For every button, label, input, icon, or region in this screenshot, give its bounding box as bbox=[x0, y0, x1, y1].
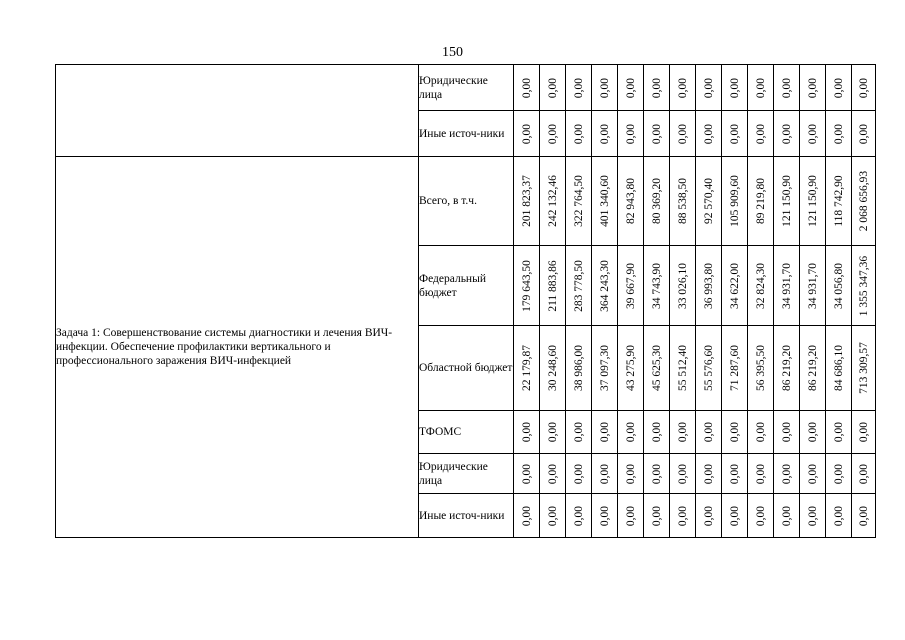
value-cell bbox=[774, 326, 800, 411]
value-cell bbox=[592, 454, 618, 494]
value-cell bbox=[514, 246, 540, 326]
value-text: 0,00 bbox=[546, 463, 559, 484]
value-cell bbox=[748, 157, 774, 246]
value-cell bbox=[670, 411, 696, 454]
funding-source-cell: Юридические лица bbox=[419, 65, 514, 111]
funding-source-cell: Иные источ-ники bbox=[419, 494, 514, 538]
value-cell bbox=[644, 65, 670, 111]
value-text: 38 986,00 bbox=[572, 345, 585, 391]
value-cell bbox=[774, 65, 800, 111]
value-text: 0,00 bbox=[572, 463, 585, 484]
value-text: 0,00 bbox=[857, 77, 870, 98]
value-cell bbox=[852, 65, 876, 111]
value-text: 34 743,90 bbox=[650, 262, 663, 309]
funding-source-cell: Всего, в т.ч. bbox=[419, 157, 514, 246]
value-text: 84 686,10 bbox=[832, 345, 845, 391]
value-text: 0,00 bbox=[702, 421, 715, 443]
value-text: 0,00 bbox=[624, 421, 637, 443]
value-cell bbox=[592, 326, 618, 411]
value-text: 0,00 bbox=[806, 421, 819, 443]
funding-source-cell: Иные источ-ники bbox=[419, 111, 514, 157]
value-text: 0,00 bbox=[572, 505, 585, 526]
value-text: 322 764,50 bbox=[572, 175, 585, 227]
value-cell bbox=[748, 65, 774, 111]
value-text: 0,00 bbox=[650, 463, 663, 484]
value-text: 0,00 bbox=[754, 77, 767, 98]
value-cell bbox=[774, 246, 800, 326]
value-cell bbox=[800, 65, 826, 111]
table-row bbox=[56, 157, 876, 246]
value-cell bbox=[592, 157, 618, 246]
table-row bbox=[56, 65, 876, 111]
value-text: 0,00 bbox=[520, 463, 533, 484]
value-text: 0,00 bbox=[546, 421, 559, 443]
value-text: 121 150,90 bbox=[806, 175, 819, 227]
value-text: 0,00 bbox=[832, 505, 845, 526]
value-cell bbox=[722, 494, 748, 538]
value-cell bbox=[826, 246, 852, 326]
value-text: 0,00 bbox=[650, 505, 663, 526]
value-cell bbox=[514, 65, 540, 111]
value-text: 105 909,60 bbox=[728, 175, 741, 227]
value-text: 0,00 bbox=[572, 77, 585, 98]
value-cell bbox=[852, 326, 876, 411]
value-cell bbox=[826, 157, 852, 246]
value-text: 0,00 bbox=[520, 505, 533, 526]
value-text: 0,00 bbox=[728, 421, 741, 443]
value-text: 0,00 bbox=[728, 123, 741, 144]
value-cell bbox=[722, 157, 748, 246]
value-cell bbox=[566, 65, 592, 111]
value-cell bbox=[670, 326, 696, 411]
value-cell bbox=[592, 246, 618, 326]
value-cell bbox=[852, 111, 876, 157]
value-cell bbox=[696, 326, 722, 411]
value-cell bbox=[514, 157, 540, 246]
value-cell bbox=[618, 494, 644, 538]
value-cell bbox=[618, 157, 644, 246]
value-text: 0,00 bbox=[832, 123, 845, 144]
value-cell bbox=[644, 111, 670, 157]
value-cell bbox=[566, 111, 592, 157]
value-text: 0,00 bbox=[780, 463, 793, 484]
value-cell bbox=[722, 326, 748, 411]
value-cell bbox=[774, 111, 800, 157]
value-cell bbox=[696, 246, 722, 326]
value-cell bbox=[618, 111, 644, 157]
value-text: 364 243,30 bbox=[598, 259, 611, 312]
value-cell bbox=[826, 111, 852, 157]
value-text: 0,00 bbox=[857, 505, 870, 526]
value-cell bbox=[540, 326, 566, 411]
value-cell bbox=[722, 246, 748, 326]
value-cell bbox=[852, 454, 876, 494]
value-text: 0,00 bbox=[520, 77, 533, 98]
value-text: 34 056,80 bbox=[832, 262, 845, 309]
funding-source-cell: Областной бюджет bbox=[419, 326, 514, 411]
value-text: 0,00 bbox=[624, 505, 637, 526]
value-cell bbox=[748, 411, 774, 454]
value-text: 34 931,70 bbox=[780, 262, 793, 309]
value-text: 86 219,20 bbox=[806, 345, 819, 391]
value-cell bbox=[748, 246, 774, 326]
value-text: 33 026,10 bbox=[676, 262, 689, 309]
value-cell bbox=[514, 326, 540, 411]
value-text: 0,00 bbox=[754, 505, 767, 526]
value-text: 0,00 bbox=[624, 123, 637, 144]
task-description-cell: Задача 1: Совершенствование системы диагностики и лечения ВИЧ-инфекции. Обеспечение профилактики вертикального и профессионального заражения ВИЧ-инфекцией bbox=[56, 157, 419, 538]
value-cell bbox=[540, 111, 566, 157]
task-description-cell bbox=[56, 65, 419, 157]
value-text: 0,00 bbox=[624, 463, 637, 484]
value-text: 0,00 bbox=[702, 123, 715, 144]
value-text: 0,00 bbox=[857, 463, 870, 484]
value-cell bbox=[566, 157, 592, 246]
value-cell bbox=[618, 65, 644, 111]
value-cell bbox=[748, 494, 774, 538]
funding-source-cell: Федеральный бюджет bbox=[419, 246, 514, 326]
value-text: 0,00 bbox=[572, 421, 585, 443]
value-text: 0,00 bbox=[832, 463, 845, 484]
value-text: 0,00 bbox=[702, 505, 715, 526]
value-text: 0,00 bbox=[780, 123, 793, 144]
value-text: 2 068 656,93 bbox=[857, 170, 870, 232]
value-text: 0,00 bbox=[676, 505, 689, 526]
value-text: 0,00 bbox=[857, 123, 870, 144]
value-text: 86 219,20 bbox=[780, 345, 793, 391]
value-text: 0,00 bbox=[702, 77, 715, 98]
value-text: 30 248,60 bbox=[546, 345, 559, 391]
value-cell bbox=[514, 454, 540, 494]
value-cell bbox=[644, 411, 670, 454]
value-text: 121 150,90 bbox=[780, 175, 793, 227]
value-text: 0,00 bbox=[754, 421, 767, 443]
value-cell bbox=[514, 111, 540, 157]
value-cell bbox=[644, 157, 670, 246]
value-text: 55 576,60 bbox=[702, 345, 715, 391]
value-cell bbox=[800, 454, 826, 494]
value-text: 0,00 bbox=[728, 77, 741, 98]
value-text: 0,00 bbox=[780, 421, 793, 443]
value-cell bbox=[800, 326, 826, 411]
value-text: 0,00 bbox=[546, 77, 559, 98]
value-cell bbox=[696, 157, 722, 246]
value-text: 56 395,50 bbox=[754, 345, 767, 391]
value-text: 80 369,20 bbox=[650, 178, 663, 224]
value-text: 0,00 bbox=[780, 505, 793, 526]
value-cell bbox=[670, 157, 696, 246]
value-cell bbox=[592, 65, 618, 111]
value-text: 89 219,80 bbox=[754, 178, 767, 224]
value-cell bbox=[722, 65, 748, 111]
value-cell bbox=[774, 411, 800, 454]
value-cell bbox=[618, 411, 644, 454]
value-text: 0,00 bbox=[806, 123, 819, 144]
value-cell bbox=[696, 494, 722, 538]
value-text: 0,00 bbox=[546, 123, 559, 144]
value-cell bbox=[566, 454, 592, 494]
page-number: 150 bbox=[442, 45, 463, 60]
value-cell bbox=[696, 454, 722, 494]
funding-source-cell: Юридические лица bbox=[419, 454, 514, 494]
value-text: 713 309,57 bbox=[857, 342, 870, 394]
value-cell bbox=[800, 157, 826, 246]
value-cell bbox=[540, 494, 566, 538]
value-cell bbox=[748, 326, 774, 411]
value-cell bbox=[748, 454, 774, 494]
value-cell bbox=[774, 454, 800, 494]
value-text: 0,00 bbox=[676, 123, 689, 144]
value-cell bbox=[852, 157, 876, 246]
value-text: 0,00 bbox=[806, 77, 819, 98]
value-cell bbox=[800, 246, 826, 326]
value-text: 39 667,90 bbox=[624, 262, 637, 309]
value-text: 34 931,70 bbox=[806, 262, 819, 309]
value-cell bbox=[566, 326, 592, 411]
value-cell bbox=[566, 494, 592, 538]
value-cell bbox=[722, 411, 748, 454]
value-cell bbox=[540, 246, 566, 326]
value-text: 0,00 bbox=[650, 123, 663, 144]
value-cell bbox=[774, 494, 800, 538]
value-text: 1 355 347,36 bbox=[857, 255, 870, 316]
value-cell bbox=[540, 454, 566, 494]
value-text: 0,00 bbox=[754, 463, 767, 484]
value-cell bbox=[722, 111, 748, 157]
value-cell bbox=[592, 111, 618, 157]
value-cell bbox=[826, 65, 852, 111]
value-cell bbox=[514, 494, 540, 538]
value-cell bbox=[566, 411, 592, 454]
value-cell bbox=[566, 246, 592, 326]
value-text: 0,00 bbox=[598, 421, 611, 443]
value-text: 0,00 bbox=[598, 463, 611, 484]
value-cell bbox=[592, 494, 618, 538]
value-cell bbox=[826, 454, 852, 494]
value-cell bbox=[774, 157, 800, 246]
value-cell bbox=[644, 454, 670, 494]
value-cell bbox=[618, 246, 644, 326]
value-text: 0,00 bbox=[832, 77, 845, 98]
value-text: 0,00 bbox=[780, 77, 793, 98]
value-text: 0,00 bbox=[598, 77, 611, 98]
value-cell bbox=[618, 454, 644, 494]
value-cell bbox=[852, 246, 876, 326]
value-cell bbox=[696, 411, 722, 454]
value-text: 0,00 bbox=[624, 77, 637, 98]
value-cell bbox=[826, 411, 852, 454]
value-cell bbox=[826, 494, 852, 538]
value-text: 0,00 bbox=[598, 123, 611, 144]
value-cell bbox=[644, 494, 670, 538]
value-cell bbox=[592, 411, 618, 454]
value-text: 88 538,50 bbox=[676, 178, 689, 224]
value-text: 0,00 bbox=[650, 421, 663, 443]
value-text: 82 943,80 bbox=[624, 178, 637, 224]
value-text: 211 883,86 bbox=[546, 259, 559, 312]
value-text: 43 275,90 bbox=[624, 345, 637, 391]
value-text: 36 993,80 bbox=[702, 262, 715, 309]
value-cell bbox=[696, 65, 722, 111]
value-cell bbox=[644, 326, 670, 411]
value-cell bbox=[748, 111, 774, 157]
value-text: 34 622,00 bbox=[728, 262, 741, 309]
value-text: 0,00 bbox=[572, 123, 585, 144]
value-cell bbox=[618, 326, 644, 411]
value-text: 0,00 bbox=[702, 463, 715, 484]
value-cell bbox=[800, 494, 826, 538]
value-cell bbox=[670, 111, 696, 157]
value-cell bbox=[722, 454, 748, 494]
value-text: 201 823,37 bbox=[520, 175, 533, 227]
value-text: 179 643,50 bbox=[520, 259, 533, 312]
value-cell bbox=[826, 326, 852, 411]
value-cell bbox=[852, 494, 876, 538]
value-text: 0,00 bbox=[676, 77, 689, 98]
value-text: 0,00 bbox=[832, 421, 845, 443]
value-text: 92 570,40 bbox=[702, 178, 715, 224]
value-text: 242 132,46 bbox=[546, 175, 559, 227]
value-cell bbox=[514, 411, 540, 454]
value-text: 0,00 bbox=[676, 421, 689, 443]
value-text: 0,00 bbox=[857, 421, 870, 443]
funding-source-cell: ТФОМС bbox=[419, 411, 514, 454]
value-cell bbox=[800, 411, 826, 454]
value-text: 118 742,90 bbox=[832, 175, 845, 227]
value-text: 32 824,30 bbox=[754, 262, 767, 309]
value-text: 0,00 bbox=[728, 505, 741, 526]
value-cell bbox=[670, 454, 696, 494]
value-text: 0,00 bbox=[598, 505, 611, 526]
value-cell bbox=[644, 246, 670, 326]
budget-table bbox=[55, 64, 876, 538]
value-text: 401 340,60 bbox=[598, 175, 611, 227]
value-cell bbox=[670, 65, 696, 111]
value-text: 22 179,87 bbox=[520, 345, 533, 391]
value-text: 0,00 bbox=[650, 77, 663, 98]
value-text: 0,00 bbox=[754, 123, 767, 144]
value-text: 0,00 bbox=[806, 463, 819, 484]
value-cell bbox=[540, 411, 566, 454]
value-text: 71 287,60 bbox=[728, 345, 741, 391]
value-text: 283 778,50 bbox=[572, 259, 585, 312]
value-text: 55 512,40 bbox=[676, 345, 689, 391]
value-text: 37 097,30 bbox=[598, 345, 611, 391]
value-cell bbox=[540, 157, 566, 246]
value-text: 0,00 bbox=[676, 463, 689, 484]
value-cell bbox=[670, 246, 696, 326]
value-cell bbox=[800, 111, 826, 157]
value-cell bbox=[696, 111, 722, 157]
value-text: 0,00 bbox=[520, 123, 533, 144]
value-text: 0,00 bbox=[520, 421, 533, 443]
value-text: 0,00 bbox=[806, 505, 819, 526]
value-text: 0,00 bbox=[728, 463, 741, 484]
value-text: 0,00 bbox=[546, 505, 559, 526]
value-cell bbox=[670, 494, 696, 538]
value-cell bbox=[852, 411, 876, 454]
value-cell bbox=[540, 65, 566, 111]
value-text: 45 625,30 bbox=[650, 345, 663, 391]
